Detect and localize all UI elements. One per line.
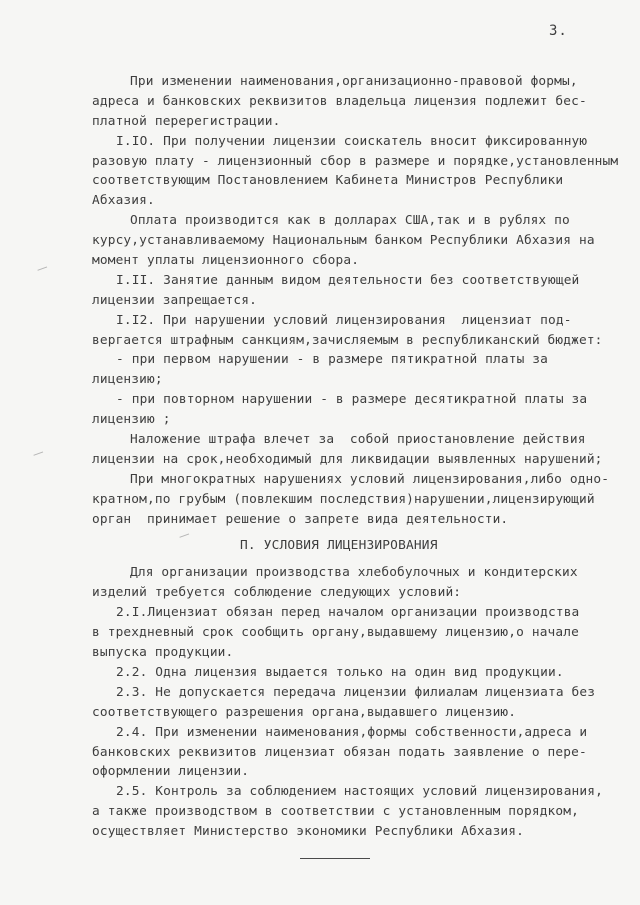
paragraph: [92, 663, 622, 683]
text-line: лицензии на срок,необходимый для ликвидации выявленных нарушений;: [92, 451, 603, 467]
text-line: осуществляет Министерство экономики Республики Абхазия.: [92, 824, 524, 840]
text-line: I.IO. При получении лицензии соискатель вносит фиксированную: [116, 133, 588, 149]
text-line: оформлении лицензии.: [92, 764, 250, 780]
paragraph: [92, 311, 622, 351]
text-line: I.I2. При нарушении условий лицензирования лицензиат под-: [116, 312, 572, 328]
text-line: вергается штрафным санкциям,зачисляемым в республиканский бюджет:: [92, 332, 603, 348]
text-line: а также производством в соответствии с установленным порядком,: [92, 804, 579, 820]
scan-mark: [33, 451, 44, 459]
text-line: 2.3. Не допускается передача лицензии филиалам лицензиата без: [116, 684, 596, 700]
text-line: банковских реквизитов лицензиат обязан подать заявление о пере-: [92, 744, 587, 760]
section-title: П. УСЛОВИЯ ЛИЦЕНЗИРОВАНИЯ: [240, 538, 438, 554]
paragraph: [92, 683, 622, 723]
text-line: 2.2. Одна лицензия выдается только на один вид продукции.: [116, 664, 564, 680]
closing-rule: [300, 858, 370, 859]
paragraph: [92, 430, 622, 470]
text-line: лицензию ;: [92, 412, 171, 428]
paragraph: [92, 603, 622, 663]
page-number: 3.: [549, 23, 568, 39]
text-line: - при первом нарушении - в размере пятикратной платы за: [116, 352, 548, 368]
text-line: разовую плату - лицензионный сбор в размере и порядке,установленным: [92, 153, 619, 169]
paragraph: [92, 723, 622, 783]
text-line: Наложение штрафа влечет за собой приостановление действия: [130, 432, 586, 448]
text-line: изделий требуется соблюдение следующих условий:: [92, 585, 462, 601]
text-line: лицензию;: [92, 372, 163, 388]
text-line: платной перерегистрации.: [92, 113, 281, 129]
paragraph: [92, 470, 622, 530]
paragraph: [92, 390, 622, 430]
paragraph: [92, 132, 622, 212]
text-line: лицензии запрещается.: [92, 292, 257, 308]
paragraph: [92, 563, 622, 603]
text-line: Абхазия.: [92, 193, 155, 209]
text-line: I.II. Занятие данным видом деятельности без соответствующей: [116, 272, 580, 288]
text-line: 2.4. При изменении наименования,формы собственности,адреса и: [116, 724, 588, 740]
text-line: выпуска продукции.: [92, 645, 234, 661]
text-line: При многократных нарушениях условий лицензирования,либо одно-: [130, 471, 610, 487]
text-line: Для организации производства хлебобулочных и кондитерских: [130, 565, 578, 581]
text-line: кратном,по грубым (повлекшим последствия)нарушении,лицензирующий: [92, 491, 595, 507]
text-line: Оплата производится как в долларах США,так и в рублях по: [130, 213, 570, 229]
scan-mark: [37, 266, 48, 274]
text-line: момент уплаты лицензионного сбора.: [92, 253, 360, 269]
paragraph: [92, 350, 622, 390]
paragraph: [92, 271, 622, 311]
text-line: При изменении наименования,организационно-правовой формы,: [130, 74, 578, 89]
text-line: соответствующим Постановлением Кабинета Министров Республики: [92, 173, 564, 189]
text-line: 2.5. Контроль за соблюдением настоящих условий лицензирования,: [116, 784, 603, 800]
paragraph: [92, 211, 622, 271]
document-body: [92, 72, 622, 842]
text-line: курсу,устанавливаемому Национальным банком Республики Абхазия на: [92, 233, 595, 249]
text-line: адреса и банковских реквизитов владельца лицензия подлежит бес-: [92, 93, 587, 109]
text-line: в трехдневный срок сообщить органу,выдавшему лицензию,о начале: [92, 625, 579, 641]
paragraph: [92, 72, 622, 132]
paragraph: [92, 782, 622, 842]
text-line: - при повторном нарушении - в размере десятикратной платы за: [116, 392, 588, 408]
text-line: соответствующего разрешения органа,выдавшего лицензию.: [92, 704, 517, 720]
text-line: орган принимает решение о запрете вида деятельности.: [92, 511, 509, 527]
text-line: 2.I.Лицензиат обязан перед началом организации производства: [116, 605, 580, 621]
